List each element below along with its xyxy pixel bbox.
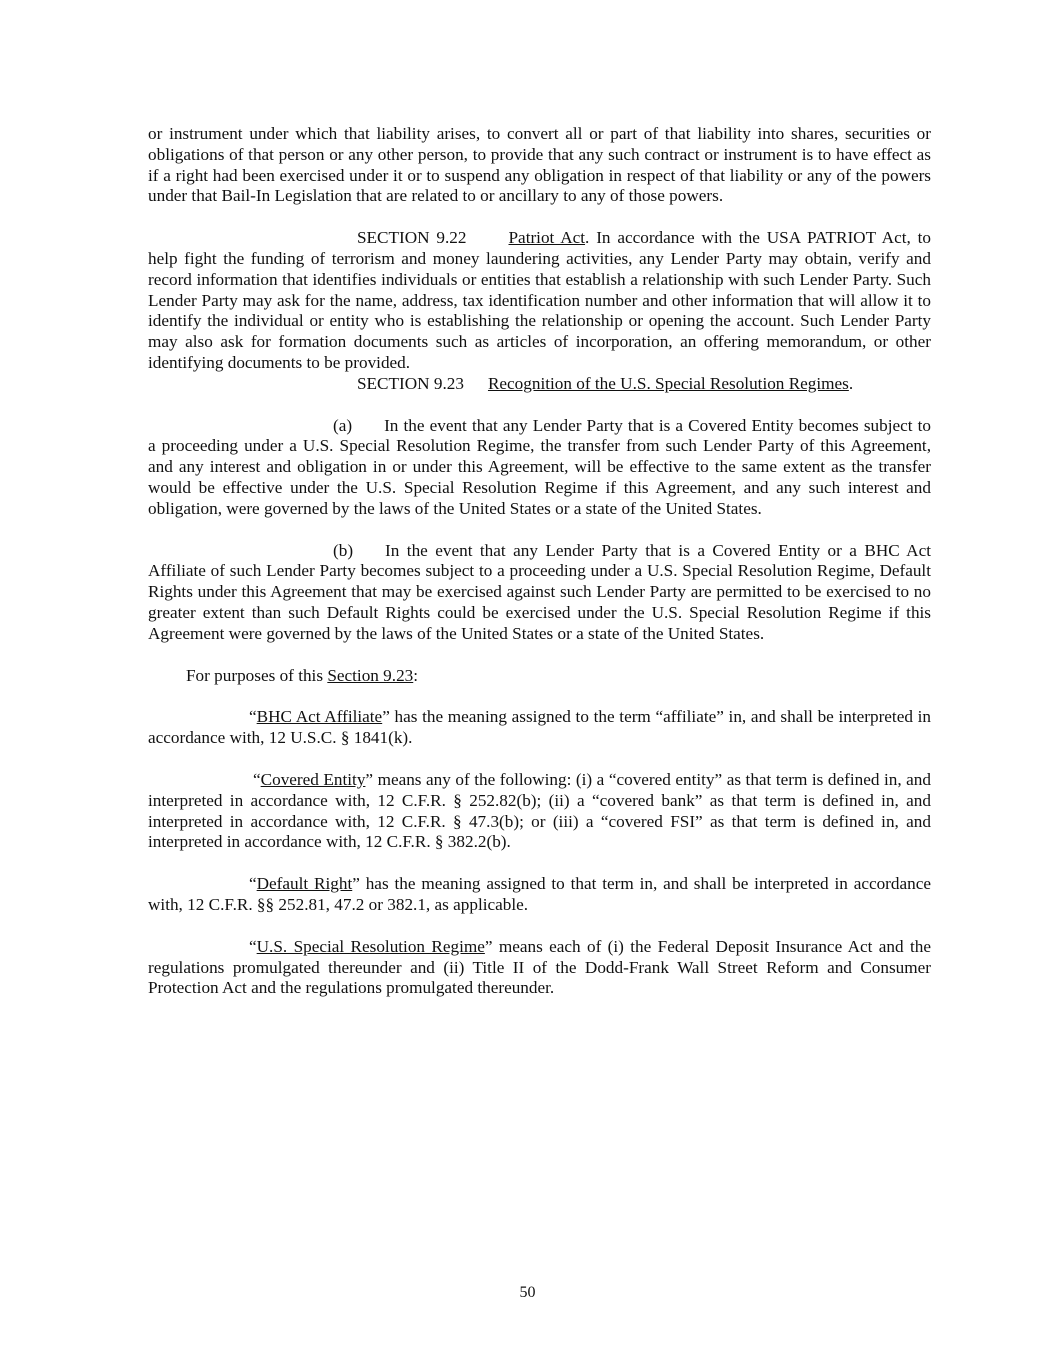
- definition-open-quote: “: [253, 769, 261, 789]
- purposes-suffix: :: [413, 665, 419, 685]
- paragraph-a-text: In the event that any Lender Party that is a Covered Entity becomes subject to a proceeding under a U.S. Special Resolution Regime, the transfer from such Lender Party of this Agreement, and any interest and obligation in or under this Agreement, will be effective to the same extent as the transfer would be effective under the U.S. Special Resolution Regime if this Agreement, and any such interest and obligation, were governed by the laws of the United States or a state of the United States.: [148, 415, 931, 518]
- section-9-23-reference: Section 9.23: [327, 665, 414, 685]
- definition-term: Default Right: [256, 874, 353, 894]
- page-number: 50: [519, 1284, 536, 1301]
- purposes-paragraph: [148, 666, 931, 687]
- bail-in-continuation-paragraph: or instrument under which that liability arises, to convert all or part of that liability into shares, securities or obligations of that person or any other person, to provide that any such contract or instrument is to have effect as if a right had been exercised under it or to suspend any obligation in respect of that liability or any of the powers under that Bail-In Legislation that are related to or ancillary to any of those powers.: [148, 124, 931, 206]
- definition-term: U.S. Special Resolution Regime: [256, 936, 485, 956]
- section-9-22-number: SECTION 9.22: [357, 228, 467, 248]
- definition-default-right: [148, 874, 931, 916]
- definition-open-quote: “: [249, 936, 257, 956]
- section-9-23-paragraph-b: [148, 541, 931, 645]
- section-9-22-body: . In accordance with the USA PATRIOT Act, to help fight the funding of terrorism and money laundering activities, any Lender Party may obtain, verify and record information that identifies individuals or entities that establish a relationship with such Lender Party. Such Lender Party may ask for the name, address, tax identification number and other information that will allow it to identify the individual or entity who is establishing the relationship or opening the account. Such Lender Party may also ask for formation documents such as articles of incorporation, an offering memorandum, or other identifying documents to be provided.: [148, 228, 931, 372]
- definition-term: Covered Entity: [260, 769, 366, 789]
- section-9-22-paragraph: [148, 228, 931, 374]
- definition-open-quote: “: [249, 874, 257, 894]
- section-9-23-number: SECTION 9.23: [357, 373, 464, 393]
- definition-term: BHC Act Affiliate: [256, 707, 383, 727]
- section-9-23-title: Recognition of the U.S. Special Resolution Regimes: [487, 373, 849, 393]
- paragraph-a-label: (a): [333, 415, 353, 435]
- purposes-prefix: For purposes of this: [186, 665, 328, 685]
- paragraph-b-label: (b): [333, 540, 354, 560]
- definition-text: ” means any of the following: (i) a “covered entity” as that term is defined in, and interpreted in accordance with, 12 C.F.R. § 252.82(b); (ii) a “covered bank” as that term is defined in, and interpreted in accordance with, 12 C.F.R. § 47.3(b); or (iii) a “covered FSI” as that term is defined in, and interpreted in accordance with, 12 C.F.R. § 382.2(b).: [148, 769, 931, 852]
- definition-bhc-act-affiliate: [148, 707, 931, 749]
- section-9-23-paragraph-a: [148, 416, 931, 520]
- definition-us-special-resolution-regime: [148, 937, 931, 999]
- definition-open-quote: “: [249, 707, 257, 727]
- definition-text: ” has the meaning assigned to the term “affiliate” in, and shall be interpreted in accordance with, 12 U.S.C. § 1841(k).: [148, 707, 931, 748]
- section-9-23-title-end: .: [848, 373, 854, 393]
- definition-text: ” has the meaning assigned to that term in, and shall be interpreted in accordance with, 12 C.F.R. §§ 252.81, 47.2 or 382.1, as applicable.: [148, 874, 931, 914]
- paragraph-b-text: In the event that any Lender Party that is a Covered Entity or a BHC Act Affiliate of such Lender Party becomes subject to a proceeding under a U.S. Special Resolution Regime, Default Rights under this Agreement that may be exercised against such Lender Party are permitted to be exercised to no greater extent than such Default Rights could be exercised under the U.S. Special Resolution Regime if this Agreement were governed by the laws of the United States or a state of the United States.: [148, 540, 931, 643]
- document-page: [148, 124, 931, 999]
- definition-text: ” means each of (i) the Federal Deposit Insurance Act and the regulations promulgated thereunder and (ii) Title II of the Dodd-Frank Wall Street Reform and Consumer Protection Act and the regulations promulgated thereunder.: [148, 936, 931, 998]
- section-9-22-title: Patriot Act: [508, 228, 586, 248]
- definition-covered-entity: [148, 770, 931, 853]
- section-9-23-heading: [148, 374, 931, 395]
